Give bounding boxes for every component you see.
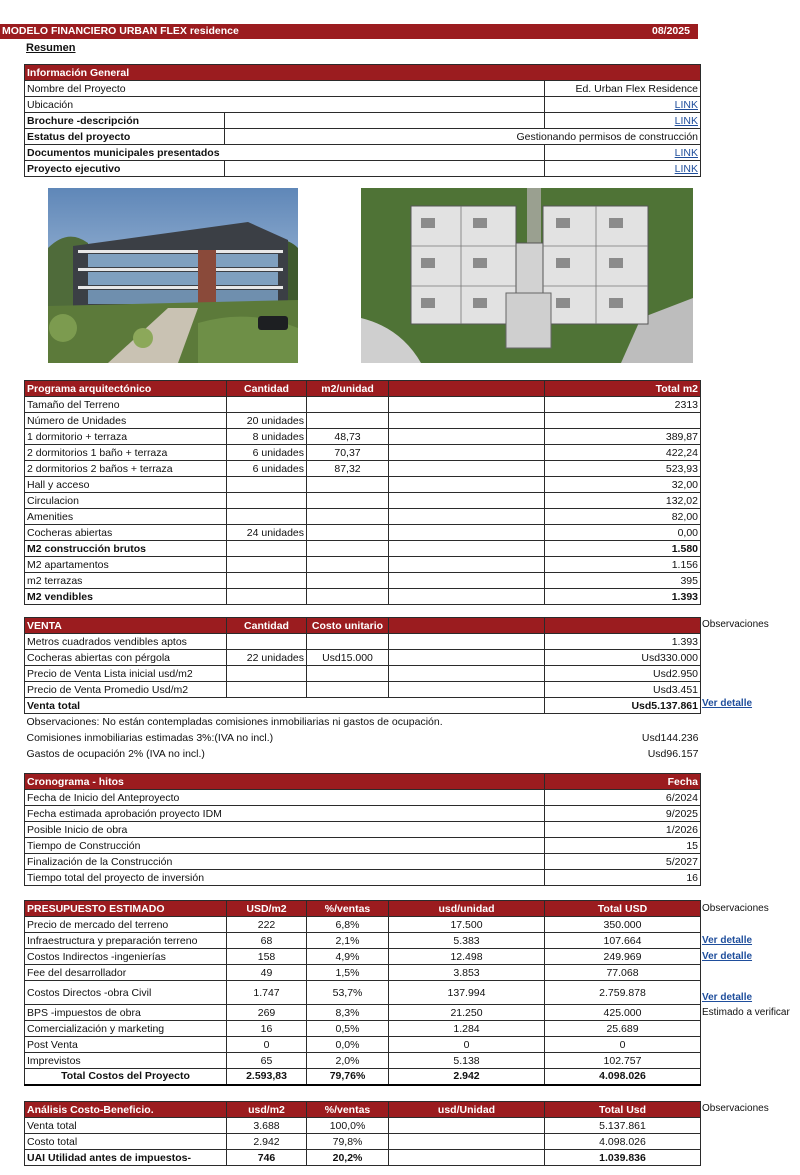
table-row xyxy=(25,573,701,589)
row-label: Cocheras abiertas xyxy=(25,525,227,541)
general-label: Documentos municipales presentados xyxy=(25,145,545,161)
table-row xyxy=(25,461,701,477)
project-name-value: Ed. Urban Flex Residence xyxy=(545,81,701,97)
table-cell xyxy=(227,634,307,650)
table-cell: 3.688 xyxy=(227,1118,307,1134)
table-cell: 25.689 xyxy=(545,1021,701,1037)
table-cell xyxy=(227,493,307,509)
table-cell: 249.969 xyxy=(545,949,701,965)
analysis-header: usd/Unidad xyxy=(389,1102,545,1118)
table-cell: 5.138 xyxy=(389,1053,545,1069)
table-cell xyxy=(307,682,389,698)
table-cell: 102.757 xyxy=(545,1053,701,1069)
table-row xyxy=(25,634,701,650)
table-cell: 8 unidades xyxy=(227,429,307,445)
building-rendering-image xyxy=(48,188,298,363)
sales-total-value: Usd5.137.861 xyxy=(545,698,701,714)
table-cell xyxy=(227,682,307,698)
table-cell: 1.284 xyxy=(389,1021,545,1037)
table-row xyxy=(25,541,701,557)
table-cell: 6,8% xyxy=(307,917,389,933)
row-label: Costos Indirectos -ingenierías xyxy=(25,949,227,965)
sales-body xyxy=(25,634,701,698)
row-label: Número de Unidades xyxy=(25,413,227,429)
sales-header: VENTA xyxy=(25,618,227,634)
general-label: Proyecto ejecutivo xyxy=(25,161,225,177)
sales-header xyxy=(389,618,545,634)
table-cell: 0 xyxy=(545,1037,701,1053)
budget-header: USD/m2 xyxy=(227,901,307,917)
table-cell xyxy=(389,509,545,525)
table-cell: 87,32 xyxy=(307,461,389,477)
table-cell: 158 xyxy=(227,949,307,965)
table-cell: 422,24 xyxy=(545,445,701,461)
sales-note: Gastos de ocupación 2% (IVA no incl.) xyxy=(26,747,205,760)
table-cell xyxy=(307,397,389,413)
table-cell xyxy=(389,477,545,493)
row-label: Venta total xyxy=(25,1118,227,1134)
table-row xyxy=(25,870,701,886)
table-row xyxy=(25,557,701,573)
table-cell: 100,0% xyxy=(307,1118,389,1134)
table-row xyxy=(25,429,701,445)
table-cell xyxy=(389,413,545,429)
row-label: Post Venta xyxy=(25,1037,227,1053)
table-cell: 132,02 xyxy=(545,493,701,509)
table-cell xyxy=(307,541,389,557)
table-cell: 79,8% xyxy=(307,1134,389,1150)
table-row xyxy=(25,822,701,838)
table-cell: 5.383 xyxy=(389,933,545,949)
row-label: Metros cuadrados vendibles aptos xyxy=(25,634,227,650)
table-row xyxy=(25,666,701,682)
table-cell xyxy=(545,413,701,429)
schedule-header: Fecha xyxy=(545,774,701,790)
sales-note-value: Usd144.236 xyxy=(641,731,699,744)
table-cell: 70,37 xyxy=(307,445,389,461)
table-cell: 24 unidades xyxy=(227,525,307,541)
general-label: Brochure -descripción xyxy=(25,113,225,129)
table-cell: Usd330.000 xyxy=(545,650,701,666)
table-row xyxy=(25,965,701,981)
table-cell xyxy=(307,634,389,650)
row-label: Costo total xyxy=(25,1134,227,1150)
table-cell xyxy=(227,573,307,589)
table-row xyxy=(25,493,701,509)
municipal-docs-link[interactable]: LINK xyxy=(674,146,698,159)
table-cell: 1.156 xyxy=(545,557,701,573)
table-cell: 1.393 xyxy=(545,634,701,650)
row-label: Fee del desarrollador xyxy=(25,965,227,981)
general-info-title: Información General xyxy=(25,65,701,81)
bps-estimate-note: Estimado a verificar xyxy=(702,1007,790,1018)
row-label: Costos Directos -obra Civil xyxy=(25,981,227,1005)
table-cell: 82,00 xyxy=(545,509,701,525)
table-row xyxy=(25,682,701,698)
table-row xyxy=(25,509,701,525)
row-label: Tiempo de Construcción xyxy=(25,838,545,854)
table-cell xyxy=(389,525,545,541)
table-row xyxy=(25,1134,701,1150)
table-cell xyxy=(227,589,307,605)
row-label: 2 dormitorios 2 baños + terraza xyxy=(25,461,227,477)
row-label: BPS -impuestos de obra xyxy=(25,1005,227,1021)
budget-header: PRESUPUESTO ESTIMADO xyxy=(25,901,227,917)
direct-costs-detail-link[interactable]: Ver detalle xyxy=(702,992,753,1003)
row-label: Tamaño del Terreno xyxy=(25,397,227,413)
table-cell xyxy=(389,493,545,509)
sales-header: Costo unitario xyxy=(307,618,389,634)
general-info-table xyxy=(24,64,701,177)
table-cell: 389,87 xyxy=(545,429,701,445)
program-header: Programa arquitectónico xyxy=(25,381,227,397)
table-row xyxy=(25,790,701,806)
table-cell: 5.137.861 xyxy=(545,1118,701,1134)
table-cell xyxy=(389,650,545,666)
infrastructure-detail-link[interactable]: Ver detalle xyxy=(702,935,753,946)
table-cell xyxy=(227,509,307,525)
table-cell: 1,5% xyxy=(307,965,389,981)
table-row xyxy=(25,933,701,949)
table-cell: 6 unidades xyxy=(227,445,307,461)
table-row xyxy=(25,1053,701,1069)
budget-header: usd/unidad xyxy=(389,901,545,917)
executive-project-link[interactable]: LINK xyxy=(674,162,698,175)
table-row xyxy=(25,477,701,493)
table-row xyxy=(25,445,701,461)
table-cell: 107.664 xyxy=(545,933,701,949)
program-header: Cantidad xyxy=(227,381,307,397)
table-cell xyxy=(389,666,545,682)
table-cell: 48,73 xyxy=(307,429,389,445)
table-cell: 4,9% xyxy=(307,949,389,965)
sales-observations-label: Observaciones xyxy=(702,619,769,630)
budget-total-cell: 79,76% xyxy=(307,1069,389,1085)
table-cell xyxy=(307,525,389,541)
table-cell: 0 xyxy=(227,1037,307,1053)
row-label: Infraestructura y preparación terreno xyxy=(25,933,227,949)
table-row xyxy=(25,981,701,1005)
sales-note: Comisiones inmobiliarias estimadas 3%:(IVA no incl.) xyxy=(26,731,274,744)
report-header-bar xyxy=(0,24,698,39)
row-label: Circulacion xyxy=(25,493,227,509)
table-cell xyxy=(307,666,389,682)
general-label: Ubicación xyxy=(25,97,545,113)
table-cell: 17.500 xyxy=(389,917,545,933)
program-table xyxy=(24,380,701,605)
sales-detail-link[interactable]: Ver detalle xyxy=(702,698,753,709)
table-cell xyxy=(389,541,545,557)
table-cell: 21.250 xyxy=(389,1005,545,1021)
sales-header xyxy=(545,618,701,634)
table-cell xyxy=(307,589,389,605)
table-cell: 222 xyxy=(227,917,307,933)
table-cell xyxy=(389,589,545,605)
general-label: Nombre del Proyecto xyxy=(25,81,545,97)
table-cell: 269 xyxy=(227,1005,307,1021)
indirect-costs-detail-link[interactable]: Ver detalle xyxy=(702,951,753,962)
table-cell xyxy=(389,573,545,589)
row-label: Precio de Venta Promedio Usd/m2 xyxy=(25,682,227,698)
resumen-heading: Resumen xyxy=(26,42,76,54)
budget-table xyxy=(24,900,701,1086)
table-cell xyxy=(389,634,545,650)
table-cell xyxy=(389,1134,545,1150)
general-label: Estatus del proyecto xyxy=(25,129,225,145)
table-cell: 22 unidades xyxy=(227,650,307,666)
table-row xyxy=(25,589,701,605)
budget-total-cell: 2.942 xyxy=(389,1069,545,1085)
table-cell xyxy=(227,541,307,557)
table-cell: 16 xyxy=(545,870,701,886)
table-cell: 1.039.836 xyxy=(545,1150,701,1166)
table-cell: 5/2027 xyxy=(545,854,701,870)
table-cell: 0,00 xyxy=(545,525,701,541)
program-header xyxy=(389,381,545,397)
table-cell: 1.747 xyxy=(227,981,307,1005)
table-cell xyxy=(389,1150,545,1166)
table-cell: 3.853 xyxy=(389,965,545,981)
table-cell: 12.498 xyxy=(389,949,545,965)
schedule-body xyxy=(25,790,701,886)
sales-header: Cantidad xyxy=(227,618,307,634)
table-row xyxy=(25,854,701,870)
table-cell: 2.942 xyxy=(227,1134,307,1150)
analysis-observations-label: Observaciones xyxy=(702,1103,769,1114)
table-cell: 1.580 xyxy=(545,541,701,557)
program-header: m2/unidad xyxy=(307,381,389,397)
table-row xyxy=(25,1150,701,1166)
table-cell: Usd2.950 xyxy=(545,666,701,682)
analysis-header: usd/m2 xyxy=(227,1102,307,1118)
table-cell: 49 xyxy=(227,965,307,981)
table-cell: 523,93 xyxy=(545,461,701,477)
row-label: 2 dormitorios 1 baño + terraza xyxy=(25,445,227,461)
table-row xyxy=(25,1118,701,1134)
analysis-body xyxy=(25,1118,701,1166)
table-cell: Usd15.000 xyxy=(307,650,389,666)
table-cell: 9/2025 xyxy=(545,806,701,822)
table-cell xyxy=(307,413,389,429)
table-cell xyxy=(307,509,389,525)
budget-total-label: Total Costos del Proyecto xyxy=(25,1069,227,1085)
table-row xyxy=(25,949,701,965)
table-cell: 0,0% xyxy=(307,1037,389,1053)
table-cell xyxy=(307,493,389,509)
table-cell: 65 xyxy=(227,1053,307,1069)
analysis-header: %/ventas xyxy=(307,1102,389,1118)
row-label: Precio de Venta Lista inicial usd/m2 xyxy=(25,666,227,682)
table-cell: 2313 xyxy=(545,397,701,413)
row-label: Finalización de la Construcción xyxy=(25,854,545,870)
table-cell: 16 xyxy=(227,1021,307,1037)
program-body xyxy=(25,397,701,605)
table-cell: 1/2026 xyxy=(545,822,701,838)
table-row xyxy=(25,413,701,429)
table-row xyxy=(25,1005,701,1021)
analysis-header: Análisis Costo-Beneficio. xyxy=(25,1102,227,1118)
table-cell: 6/2024 xyxy=(545,790,701,806)
table-cell xyxy=(389,682,545,698)
table-cell: Usd3.451 xyxy=(545,682,701,698)
table-cell xyxy=(389,557,545,573)
table-cell: 20,2% xyxy=(307,1150,389,1166)
table-cell xyxy=(389,1118,545,1134)
table-row xyxy=(25,525,701,541)
table-cell: 395 xyxy=(545,573,701,589)
table-cell xyxy=(389,429,545,445)
table-cell: 1.393 xyxy=(545,589,701,605)
sales-note-value: Usd96.157 xyxy=(647,747,699,760)
budget-body xyxy=(25,917,701,1069)
table-cell: 4.098.026 xyxy=(545,1134,701,1150)
budget-header: Total USD xyxy=(545,901,701,917)
row-label: Imprevistos xyxy=(25,1053,227,1069)
budget-total-cell: 4.098.026 xyxy=(545,1069,701,1085)
table-cell: 6 unidades xyxy=(227,461,307,477)
row-label: Fecha de Inicio del Anteproyecto xyxy=(25,790,545,806)
row-label: Comercialización y marketing xyxy=(25,1021,227,1037)
brochure-link[interactable]: LINK xyxy=(674,114,698,127)
schedule-table xyxy=(24,773,701,886)
row-label: UAI Utilidad antes de impuestos- xyxy=(25,1150,227,1166)
table-cell: 137.994 xyxy=(389,981,545,1005)
table-cell: 2.759.878 xyxy=(545,981,701,1005)
table-cell xyxy=(307,573,389,589)
table-cell: 746 xyxy=(227,1150,307,1166)
row-label: m2 terrazas xyxy=(25,573,227,589)
sales-note: Observaciones: No están contempladas comisiones inmobiliarias ni gastos de ocupación. xyxy=(26,715,443,728)
table-cell xyxy=(389,397,545,413)
table-cell: 53,7% xyxy=(307,981,389,1005)
table-row xyxy=(25,1037,701,1053)
floor-plan-image xyxy=(361,188,693,363)
budget-observations-label: Observaciones xyxy=(702,903,769,914)
table-row xyxy=(25,917,701,933)
table-cell: 0 xyxy=(389,1037,545,1053)
report-title: MODELO FINANCIERO URBAN FLEX residence xyxy=(2,25,239,37)
table-cell xyxy=(307,557,389,573)
table-cell xyxy=(227,666,307,682)
program-header: Total m2 xyxy=(545,381,701,397)
table-cell: 32,00 xyxy=(545,477,701,493)
row-label: Posible Inicio de obra xyxy=(25,822,545,838)
table-cell xyxy=(227,397,307,413)
sales-table xyxy=(24,617,701,762)
table-cell: 350.000 xyxy=(545,917,701,933)
schedule-header: Cronograma - hitos xyxy=(25,774,545,790)
report-date: 08/2025 xyxy=(652,25,690,37)
table-cell: 425.000 xyxy=(545,1005,701,1021)
row-label: M2 apartamentos xyxy=(25,557,227,573)
project-status-value: Gestionando permisos de construcción xyxy=(225,129,701,145)
row-label: 1 dormitorio + terraza xyxy=(25,429,227,445)
row-label: Fecha estimada aprobación proyecto IDM xyxy=(25,806,545,822)
table-row xyxy=(25,650,701,666)
row-label: Cocheras abiertas con pérgola xyxy=(25,650,227,666)
table-cell xyxy=(389,461,545,477)
table-row xyxy=(25,397,701,413)
budget-header: %/ventas xyxy=(307,901,389,917)
sales-total-label: Venta total xyxy=(25,698,545,714)
table-cell xyxy=(307,477,389,493)
row-label: Amenities xyxy=(25,509,227,525)
table-row xyxy=(25,806,701,822)
table-cell: 68 xyxy=(227,933,307,949)
table-cell: 8,3% xyxy=(307,1005,389,1021)
row-label: M2 construcción brutos xyxy=(25,541,227,557)
analysis-header: Total Usd xyxy=(545,1102,701,1118)
row-label: Hall y acceso xyxy=(25,477,227,493)
budget-total-cell: 2.593,83 xyxy=(227,1069,307,1085)
table-cell: 15 xyxy=(545,838,701,854)
table-cell xyxy=(227,557,307,573)
table-cell xyxy=(389,445,545,461)
table-cell: 2,0% xyxy=(307,1053,389,1069)
table-row xyxy=(25,838,701,854)
table-row xyxy=(25,1021,701,1037)
table-cell xyxy=(227,477,307,493)
table-cell: 20 unidades xyxy=(227,413,307,429)
row-label: Precio de mercado del terreno xyxy=(25,917,227,933)
row-label: M2 vendibles xyxy=(25,589,227,605)
table-cell: 0,5% xyxy=(307,1021,389,1037)
table-cell: 77.068 xyxy=(545,965,701,981)
row-label: Tiempo total del proyecto de inversión xyxy=(25,870,545,886)
table-cell: 2,1% xyxy=(307,933,389,949)
location-link[interactable]: LINK xyxy=(674,98,698,111)
cost-benefit-table xyxy=(24,1101,701,1166)
